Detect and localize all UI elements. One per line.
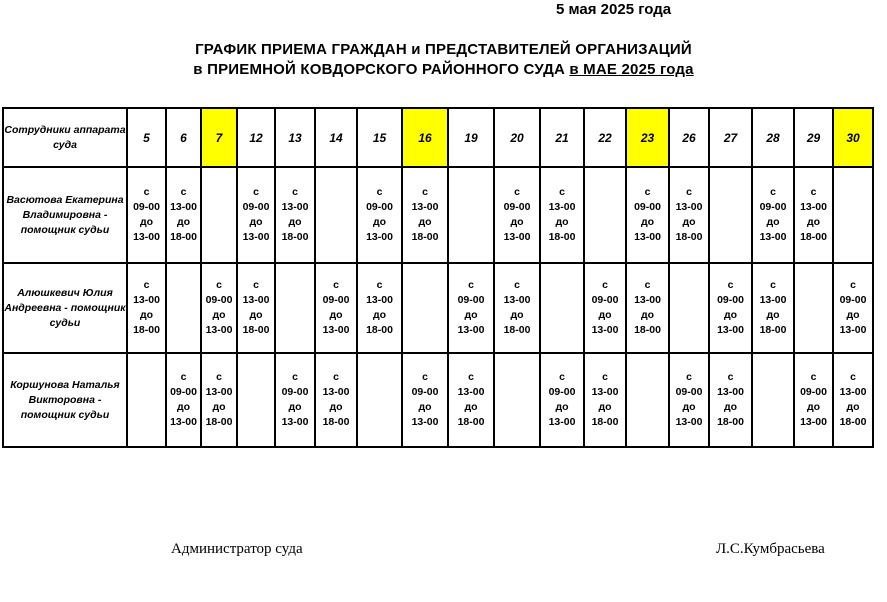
- day-header: 12: [237, 108, 275, 167]
- slot-line: 18-00: [591, 416, 619, 428]
- slot-line: 13-00: [548, 416, 576, 428]
- slot-line: 13-00: [457, 324, 485, 336]
- slot-line: до: [329, 401, 343, 413]
- empty-slot: [201, 167, 237, 263]
- empty-slot: [448, 167, 494, 263]
- slot-line: с: [514, 279, 520, 291]
- slot-line: до: [212, 401, 226, 413]
- empty-slot: [669, 263, 709, 353]
- reception-slot: [237, 167, 275, 263]
- table-row: [3, 353, 873, 447]
- reception-slot: [357, 263, 402, 353]
- slot-line: 13-00: [170, 201, 197, 213]
- reception-slot: [166, 167, 201, 263]
- empty-slot: [315, 167, 357, 263]
- reception-slot: [540, 167, 584, 263]
- slot-line: 13-00: [503, 231, 531, 243]
- slot-line: с: [143, 186, 150, 198]
- slot-line: до: [555, 401, 569, 413]
- slot-line: до: [139, 309, 154, 321]
- slot-line: 13-00: [634, 294, 661, 306]
- slot-line: до: [510, 216, 524, 228]
- reception-slot: [540, 353, 584, 447]
- slot-line: 18-00: [366, 324, 393, 336]
- slot-line: 18-00: [322, 416, 350, 428]
- slot-line: 09-00: [411, 386, 439, 398]
- slot-line: до: [682, 216, 696, 228]
- reception-slot: [833, 263, 873, 353]
- empty-slot: [584, 167, 626, 263]
- empty-slot: [127, 353, 166, 447]
- slot-line: 09-00: [133, 201, 160, 213]
- slot-line: до: [640, 309, 655, 321]
- slot-line: до: [372, 309, 387, 321]
- slot-line: 13-00: [839, 386, 867, 398]
- day-header: 22: [584, 108, 626, 167]
- slot-line: с: [644, 186, 651, 198]
- employee-name: Васютова Екатерина Владимировна - помощник судьи: [3, 167, 127, 263]
- day-header: 30: [833, 108, 873, 167]
- slot-line: до: [510, 309, 524, 321]
- reception-slot: [752, 167, 794, 263]
- slot-line: с: [292, 371, 298, 383]
- slot-line: 09-00: [322, 294, 350, 306]
- slot-line: до: [176, 401, 191, 413]
- reception-slot: [448, 263, 494, 353]
- reception-slot: [752, 263, 794, 353]
- slot-line: до: [464, 309, 478, 321]
- slot-line: 18-00: [170, 231, 197, 243]
- slot-line: 13-00: [281, 416, 309, 428]
- slot-line: 13-00: [591, 324, 619, 336]
- slot-line: 13-00: [133, 231, 160, 243]
- empty-slot: [166, 263, 201, 353]
- slot-line: с: [644, 279, 651, 291]
- slot-line: 09-00: [503, 201, 531, 213]
- slot-line: до: [372, 216, 387, 228]
- slot-line: 13-00: [634, 231, 661, 243]
- slot-line: 09-00: [170, 386, 197, 398]
- slot-line: 09-00: [457, 294, 485, 306]
- table-row: [3, 263, 873, 353]
- employee-name: Коршунова Наталья Викторовна - помощник судьи: [3, 353, 127, 447]
- slot-line: 13-00: [411, 416, 439, 428]
- footer-signatory: Л.С.Кумбрасьева: [716, 541, 825, 557]
- slot-line: 09-00: [839, 294, 867, 306]
- slot-line: с: [602, 371, 608, 383]
- reception-slot: [584, 353, 626, 447]
- empty-slot: [402, 263, 448, 353]
- slot-line: 13-00: [411, 201, 439, 213]
- slot-line: 13-00: [591, 386, 619, 398]
- slot-line: с: [770, 279, 776, 291]
- day-header: 19: [448, 108, 494, 167]
- slot-line: с: [253, 186, 259, 198]
- slot-line: 09-00: [205, 294, 233, 306]
- slot-line: 18-00: [675, 231, 703, 243]
- slot-line: до: [288, 216, 302, 228]
- reception-slot: [166, 353, 201, 447]
- slot-line: до: [555, 216, 569, 228]
- slot-line: с: [333, 371, 339, 383]
- slot-line: с: [333, 279, 339, 291]
- slot-line: с: [810, 371, 817, 383]
- reception-slot: [402, 167, 448, 263]
- slot-line: до: [598, 401, 612, 413]
- slot-line: с: [602, 279, 608, 291]
- slot-line: 13-00: [242, 231, 270, 243]
- slot-line: 13-00: [759, 231, 787, 243]
- empty-slot: [709, 167, 752, 263]
- reception-slot: [794, 353, 833, 447]
- slot-line: 13-00: [366, 294, 393, 306]
- day-header: 28: [752, 108, 794, 167]
- slot-line: 09-00: [548, 386, 576, 398]
- slot-line: до: [212, 309, 226, 321]
- slot-line: до: [598, 309, 612, 321]
- empty-slot: [275, 263, 315, 353]
- slot-line: 13-00: [205, 386, 233, 398]
- slot-line: 18-00: [457, 416, 485, 428]
- slot-line: с: [850, 279, 856, 291]
- slot-line: с: [216, 371, 222, 383]
- slot-line: до: [464, 401, 478, 413]
- day-header: 5: [127, 108, 166, 167]
- reception-slot: [357, 167, 402, 263]
- empty-slot: [752, 353, 794, 447]
- slot-line: с: [686, 371, 692, 383]
- slot-line: 09-00: [675, 386, 703, 398]
- slot-line: до: [249, 216, 263, 228]
- empty-slot: [794, 263, 833, 353]
- slot-line: 13-00: [839, 324, 867, 336]
- header-row: [3, 108, 873, 167]
- slot-line: до: [418, 216, 432, 228]
- slot-line: с: [292, 186, 298, 198]
- slot-line: 13-00: [133, 294, 160, 306]
- day-header: 15: [357, 108, 402, 167]
- slot-line: 13-00: [366, 231, 393, 243]
- reception-slot: [584, 263, 626, 353]
- slot-line: 13-00: [800, 201, 827, 213]
- slot-line: 18-00: [503, 324, 531, 336]
- reception-slot: [275, 353, 315, 447]
- corner-label: Сотрудники аппарата суда: [3, 108, 127, 167]
- reception-slot: [669, 353, 709, 447]
- slot-line: 18-00: [800, 231, 827, 243]
- reception-slot: [833, 353, 873, 447]
- reception-slot: [127, 167, 166, 263]
- reception-slot: [626, 263, 669, 353]
- day-header: 27: [709, 108, 752, 167]
- table-row: [3, 167, 873, 263]
- slot-line: с: [559, 371, 565, 383]
- slot-line: 18-00: [634, 324, 661, 336]
- reception-slot: [315, 263, 357, 353]
- slot-line: до: [418, 401, 432, 413]
- slot-line: до: [640, 216, 655, 228]
- slot-line: с: [253, 279, 259, 291]
- slot-line: с: [376, 186, 383, 198]
- slot-line: с: [727, 371, 734, 383]
- day-header: 6: [166, 108, 201, 167]
- footer-position: Администратор суда: [171, 541, 303, 557]
- document-title-line1: ГРАФИК ПРИЕМА ГРАЖДАН и ПРЕДСТАВИТЕЛЕЙ ОРГАНИЗАЦИЙ: [195, 41, 692, 58]
- slot-line: с: [850, 371, 856, 383]
- title-line2-underlined: в МАЕ 2025 года: [569, 61, 694, 78]
- slot-line: с: [180, 186, 187, 198]
- day-header: 29: [794, 108, 833, 167]
- slot-line: 13-00: [717, 386, 744, 398]
- slot-line: с: [468, 279, 474, 291]
- day-header: 20: [494, 108, 540, 167]
- title-line2-prefix: в ПРИЕМНОЙ КОВДОРСКОГО РАЙОННОГО СУДА: [193, 61, 566, 78]
- slot-line: 18-00: [411, 231, 439, 243]
- reception-slot: [127, 263, 166, 353]
- slot-line: 18-00: [759, 324, 787, 336]
- document-title-line2: [0, 61, 887, 78]
- slot-line: 18-00: [242, 324, 270, 336]
- slot-line: 18-00: [281, 231, 309, 243]
- slot-line: 09-00: [800, 386, 827, 398]
- reception-slot: [275, 167, 315, 263]
- slot-line: до: [846, 309, 860, 321]
- slot-line: 13-00: [322, 324, 350, 336]
- slot-line: с: [422, 371, 428, 383]
- slot-line: до: [766, 216, 780, 228]
- slot-line: до: [329, 309, 343, 321]
- slot-line: с: [770, 186, 776, 198]
- slot-line: с: [468, 371, 474, 383]
- slot-line: с: [727, 279, 734, 291]
- reception-slot: [402, 353, 448, 447]
- slot-line: с: [143, 279, 150, 291]
- reception-slot: [494, 167, 540, 263]
- slot-line: 13-00: [759, 294, 787, 306]
- slot-line: до: [176, 216, 191, 228]
- reception-slot: [794, 167, 833, 263]
- slot-line: 13-00: [242, 294, 270, 306]
- day-header: 7: [201, 108, 237, 167]
- slot-line: до: [249, 309, 263, 321]
- employee-name: Алюшкевич Юлия Андреевна - помощник судьи: [3, 263, 127, 353]
- slot-line: с: [180, 371, 187, 383]
- empty-slot: [540, 263, 584, 353]
- empty-slot: [626, 353, 669, 447]
- empty-slot: [357, 353, 402, 447]
- reception-slot: [448, 353, 494, 447]
- day-header: 13: [275, 108, 315, 167]
- slot-line: 09-00: [759, 201, 787, 213]
- slot-line: 18-00: [133, 324, 160, 336]
- slot-line: до: [766, 309, 780, 321]
- slot-line: 18-00: [205, 416, 233, 428]
- empty-slot: [237, 353, 275, 447]
- day-header: 26: [669, 108, 709, 167]
- slot-line: с: [810, 186, 817, 198]
- reception-slot: [494, 263, 540, 353]
- slot-line: до: [288, 401, 302, 413]
- slot-line: 13-00: [800, 416, 827, 428]
- slot-line: 18-00: [839, 416, 867, 428]
- slot-line: до: [139, 216, 154, 228]
- reception-slot: [237, 263, 275, 353]
- slot-line: 13-00: [457, 386, 485, 398]
- reception-slot: [669, 167, 709, 263]
- document-date: 5 мая 2025 года: [556, 1, 672, 18]
- slot-line: с: [422, 186, 428, 198]
- slot-line: с: [686, 186, 692, 198]
- reception-slot: [315, 353, 357, 447]
- slot-line: 09-00: [281, 386, 309, 398]
- slot-line: 13-00: [503, 294, 531, 306]
- slot-line: 13-00: [205, 324, 233, 336]
- slot-line: 18-00: [548, 231, 576, 243]
- reception-slot: [709, 353, 752, 447]
- slot-line: с: [514, 186, 520, 198]
- slot-line: с: [216, 279, 222, 291]
- day-header: 23: [626, 108, 669, 167]
- day-header: 14: [315, 108, 357, 167]
- slot-line: 09-00: [717, 294, 744, 306]
- empty-slot: [833, 167, 873, 263]
- schedule-table: [2, 107, 874, 448]
- reception-slot: [626, 167, 669, 263]
- slot-line: 13-00: [322, 386, 350, 398]
- slot-line: 09-00: [591, 294, 619, 306]
- slot-line: 13-00: [717, 324, 744, 336]
- slot-line: 09-00: [242, 201, 270, 213]
- reception-slot: [201, 263, 237, 353]
- day-header: 16: [402, 108, 448, 167]
- slot-line: до: [682, 401, 696, 413]
- slot-line: 13-00: [548, 201, 576, 213]
- slot-line: 13-00: [675, 416, 703, 428]
- slot-line: с: [376, 279, 383, 291]
- slot-line: 13-00: [281, 201, 309, 213]
- slot-line: до: [846, 401, 860, 413]
- reception-slot: [201, 353, 237, 447]
- slot-line: 09-00: [634, 201, 661, 213]
- slot-line: 13-00: [675, 201, 703, 213]
- reception-slot: [709, 263, 752, 353]
- slot-line: до: [806, 401, 821, 413]
- empty-slot: [494, 353, 540, 447]
- slot-line: 13-00: [170, 416, 197, 428]
- day-header: 21: [540, 108, 584, 167]
- slot-line: с: [559, 186, 565, 198]
- slot-line: до: [806, 216, 821, 228]
- slot-line: 09-00: [366, 201, 393, 213]
- slot-line: до: [723, 401, 738, 413]
- slot-line: 18-00: [717, 416, 744, 428]
- slot-line: до: [723, 309, 738, 321]
